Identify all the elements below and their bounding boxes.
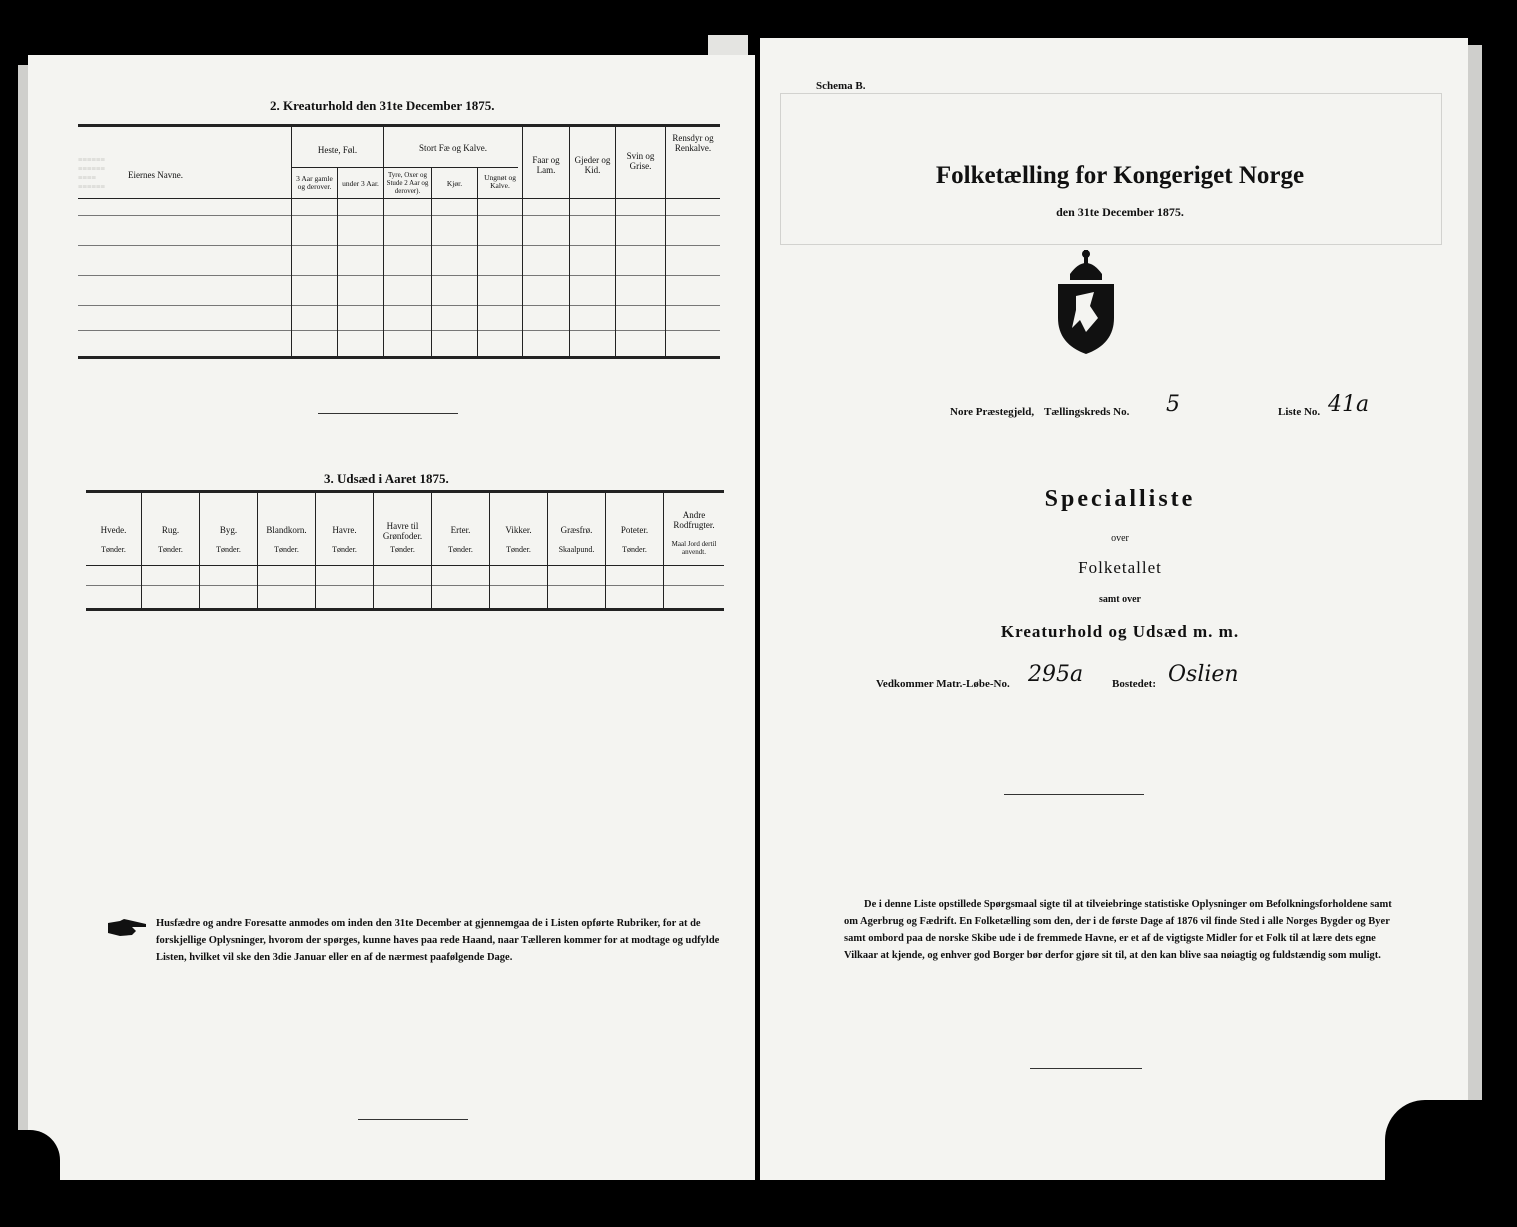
col-divider (431, 167, 432, 357)
over-text: over (1111, 533, 1129, 544)
udsaed-col-name: Havre. (332, 525, 357, 535)
specialliste-title: Specialliste (1044, 486, 1196, 512)
udsaed-col-unit: Tønder. (332, 545, 357, 554)
folketallet-text: Folketallet (1078, 558, 1162, 577)
udsaed-col-name: Vikker. (505, 525, 532, 535)
table-bottom-rule (78, 356, 720, 359)
subheader-rule (292, 167, 518, 168)
separator-rule (318, 413, 458, 414)
stort-sub3-header: Ungnøt og Kalve. (484, 173, 516, 190)
udsaed-col-unit: Tønder. (622, 545, 647, 554)
table-row-rule (78, 275, 720, 276)
table-header-rule (78, 198, 720, 199)
separator-rule (1030, 1068, 1142, 1069)
page-edge-right (1468, 45, 1482, 1175)
rensdyr-header: Rensdyr og Renkalve. (672, 133, 714, 153)
table-header-rule (86, 565, 724, 566)
gjeder-header: Gjeder og Kid. (574, 155, 611, 175)
pointing-hand-icon (106, 917, 150, 939)
norway-coat-of-arms-icon (1050, 248, 1122, 356)
heste-sub1-header: 3 Aar gamle og derover. (296, 174, 333, 191)
separator-rule (1004, 794, 1144, 795)
udsaed-col-unit: Tønder. (506, 545, 531, 554)
udsaed-col-unit: Tønder. (390, 545, 415, 554)
udsaed-col-unit: Tønder. (216, 545, 241, 554)
col-divider (477, 167, 478, 357)
left-page (28, 55, 755, 1180)
kreaturhold-text: Kreaturhold og Udsæd m. m. (1000, 622, 1240, 641)
col-divider (665, 126, 666, 357)
col-divider (291, 126, 292, 357)
udsaed-col-name: Græsfrø. (560, 525, 593, 535)
bosted-label: Bostedet: (1112, 678, 1156, 690)
udsaed-col-name: Erter. (450, 525, 471, 535)
separator-rule (358, 1119, 468, 1120)
prestegjeld-label: Nore Præstegjeld, (950, 406, 1035, 418)
binding-tab (0, 1130, 60, 1227)
bleed-through-text: ≡≡≡≡≡≡ ≡≡≡≡≡≡ ≡≡≡≡ ≡≡≡≡≡≡ (78, 155, 106, 191)
matr-value: 295a (1028, 662, 1084, 687)
stort-fae-header: Stort Fæ og Kalve. (418, 143, 487, 153)
udsaed-col-unit: Tønder. (101, 545, 126, 554)
udsaed-col-name: Blandkorn. (266, 525, 307, 535)
kreds-label: Tællingskreds No. (1044, 406, 1130, 418)
udsaed-col-name: Havre til Grønfoder. (382, 521, 423, 541)
schema-label: Schema B. (816, 80, 866, 92)
udsaed-col-unit: Tønder. (158, 545, 183, 554)
svin-header: Svin og Grise. (626, 151, 655, 171)
stort-sub2-header: Kjør. (446, 179, 463, 188)
heste-header: Heste, Føl. (317, 145, 358, 155)
stort-sub1-header: Tyre, Oxer og Stude 2 Aar og derover). (386, 171, 429, 195)
udsaed-col-name: Hvede. (100, 525, 127, 535)
kreds-value: 5 (1166, 392, 1180, 417)
table-top-rule (78, 124, 720, 127)
samt-over-text: samt over (1099, 594, 1141, 605)
bosted-value: Oslien (1168, 662, 1239, 687)
section2-title: 2. Kreaturhold den 31te December 1875. (270, 98, 495, 113)
udsaed-col-name: Byg. (219, 525, 238, 535)
udsaed-col-name: Rug. (161, 525, 180, 535)
liste-value: 41a (1328, 392, 1370, 417)
table-bottom-rule (86, 608, 724, 611)
binding-tab (1385, 1100, 1517, 1227)
table-row-rule (78, 330, 720, 331)
owner-name-header: Eiernes Navne. (128, 170, 183, 180)
notice-paragraph: Husfædre og andre Foresatte anmodes om inden den 31te December at gjennemgaa de i Listen opførte Rubriker, for at de forskjellige Oplysninger, hvorom der spørges, kunne haves paa rede Haand, naar Tælleren kommer for at modtage og udfylde Listen, hvilket vil ske den 3die Januar eller en af de nærmest paafølgende Dage. (156, 918, 720, 963)
udsaed-col-unit: Tønder. (448, 545, 473, 554)
section3-title: 3. Udsæd i Aaret 1875. (324, 471, 449, 486)
census-title: Folketælling for Kongeriget Norge (935, 162, 1305, 189)
table-row-rule (78, 245, 720, 246)
udsaed-col-name: Andre Rodfrugter. (673, 510, 715, 530)
page-tab-top (708, 35, 748, 57)
table-row-rule (78, 215, 720, 216)
right-page (760, 38, 1468, 1180)
udsaed-col-unit: Tønder. (274, 545, 299, 554)
table-row-rule (86, 585, 724, 586)
faar-header: Faar og Lam. (532, 155, 560, 175)
matr-label: Vedkommer Matr.-Løbe-No. (876, 678, 1010, 690)
census-date: den 31te December 1875. (1056, 205, 1184, 219)
udsaed-col-name: Poteter. (620, 525, 649, 535)
col-divider (383, 126, 384, 357)
info-paragraph: De i denne Liste opstillede Spørgsmaal sigte til at tilveiebringe statistiske Oplysninger om Befolkningsforholdene samt om Agerbrug og Fædrift. En Folketælling som den, der i de første Dage af 1876 vil finde Sted i alle Norges Bygder og Byer samt ombord paa de norske Skibe ude i de fremmede Havne, er et af de vigtigste Midler for et Folk til at lære dets egne Vilkaar at kjende, og enhver god Borger bør derfor gjøre sit til, at den kan blive saa nøiagtig og fuldstændig som muligt. (844, 899, 1392, 961)
heste-sub2-header: under 3 Aar. (342, 179, 379, 188)
udsaed-col-unit: Skaalpund. (558, 545, 595, 554)
table-top-rule (86, 490, 724, 493)
liste-label: Liste No. (1278, 406, 1321, 418)
udsaed-col-unit: Maal Jord dertil anvendt. (671, 540, 717, 556)
table-row-rule (78, 305, 720, 306)
col-divider (337, 167, 338, 357)
